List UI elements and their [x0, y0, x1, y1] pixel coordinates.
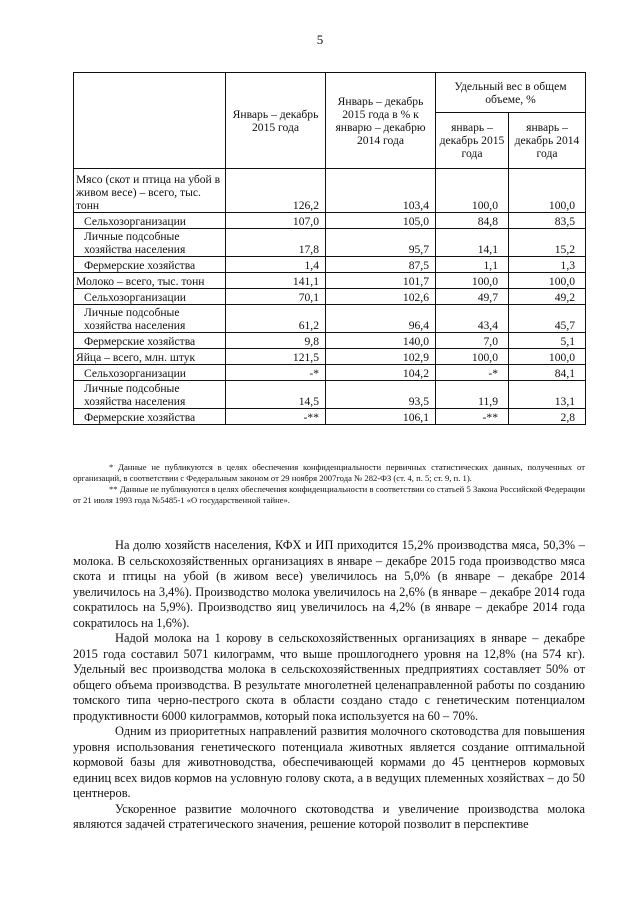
row-label: Личные подсобные хозяйства населения [74, 229, 226, 257]
cell-share-2014: 100,0 [509, 273, 586, 289]
row-label: Личные подсобные хозяйства населения [74, 305, 226, 333]
header-empty-cell [74, 73, 226, 169]
table-row [74, 365, 586, 381]
footnote-confidentiality: * Данные не публикуются в целях обеспечения конфиденциальности первичных статистических данных, полученных от организаций, в соответствии с Федеральным законом от 29 ноября 2007года № 282-ФЗ (ст. 4, п. 5; ст. 9, п. 1). [73, 462, 585, 483]
row-label: Фермерские хозяйства [74, 333, 226, 349]
cell-share-2014: 1,3 [509, 257, 586, 273]
cell-volume-2015: 141,1 [226, 273, 326, 289]
row-label: Сельхозорганизации [74, 213, 226, 229]
cell-percent-change: 106,1 [326, 409, 436, 425]
cell-volume-2015: 107,0 [226, 213, 326, 229]
table-row [74, 333, 586, 349]
cell-volume-2015: 17,8 [226, 229, 326, 257]
table-row [74, 349, 586, 365]
cell-share-2014: 83,5 [509, 213, 586, 229]
table-row [74, 381, 586, 409]
row-label: Фермерские хозяйства [74, 409, 226, 425]
cell-share-2015: 49,7 [436, 289, 509, 305]
footnotes [73, 462, 585, 506]
cell-share-2014: 13,1 [509, 381, 586, 409]
paragraph-milk-yield: Надой молока на 1 корову в сельскохозяйственных организациях в январе – декабре 2015 года составил 5071 килограмм, что выше прошлогоднего уровня на 12,8% (на 574 кг). Удельный вес производства молока в сельскохозяйственных предприятиях составляет 50% от общего объема производства. В результате многолетней целенаправленной работы по созданию томского типа черно-пестрого скота в области создано стадо с генетическим потенциалом продуктивности 6000 килограммов, который пока используется на 60 – 70%. [73, 631, 585, 723]
cell-percent-change: 104,2 [326, 365, 436, 381]
header-share-group: Удельный вес в общем объеме, % [436, 73, 586, 113]
cell-share-2014: 84,1 [509, 365, 586, 381]
header-percent-change: Январь – декабрь 2015 года в % к январю – декабрю 2014 года [326, 73, 436, 169]
cell-share-2015: 1,1 [436, 257, 509, 273]
row-label: Сельхозорганизации [74, 289, 226, 305]
cell-percent-change: 102,6 [326, 289, 436, 305]
paragraph-dairy-development: Ускоренное развитие молочного скотоводства и увеличение производства молока являются задачей стратегического значения, решение которой позволит в перспективе [73, 801, 585, 831]
paragraph-feed-base: Одним из приоритетных направлений развития молочного скотоводства для повышения уровня использования генетического потенциала животных является создание оптимальной кормовой базы для животноводства, обеспечивающей кормами до 45 центнеров кормовых единиц всех видов кормов на условную голову скота, а в ведущих племенных хозяйствах – до 50 центнеров. [73, 724, 585, 800]
cell-share-2015: 100,0 [436, 273, 509, 289]
header-period-2015: Январь – декабрь 2015 года [226, 73, 326, 169]
page-number: 5 [316, 32, 324, 47]
cell-volume-2015: 121,5 [226, 349, 326, 365]
cell-percent-change: 105,0 [326, 213, 436, 229]
cell-share-2015: -** [436, 409, 509, 425]
body-text [73, 538, 585, 833]
cell-volume-2015: -** [226, 409, 326, 425]
cell-volume-2015: -* [226, 365, 326, 381]
cell-volume-2015: 1,4 [226, 257, 326, 273]
cell-share-2015: 11,9 [436, 381, 509, 409]
cell-share-2015: 7,0 [436, 333, 509, 349]
paragraph-household-share: На долю хозяйств населения, КФХ и ИП приходится 15,2% производства мяса, 50,3% – молока. В сельскохозяйственных организациях в январе – декабре 2015 года производство мяса скота и птицы на убой (в живом весе) увеличилось на 5,0% (в январе – декабре 2014 увеличилось на 3,4%). Производство молока увеличилось на 2,6% (в январе – декабре 2014 года сократилось на 5,9%). Производство яиц увеличилось на 4,2% (в январе – декабре 2014 года сократилось на 1,6%). [73, 538, 585, 630]
row-label: Личные подсобные хозяйства населения [74, 381, 226, 409]
table-row [74, 257, 586, 273]
table-row [74, 409, 586, 425]
header-share-2014: январь – декабрь 2014 года [509, 113, 586, 169]
cell-share-2015: -* [436, 365, 509, 381]
cell-volume-2015: 70,1 [226, 289, 326, 305]
cell-volume-2015: 126,2 [226, 169, 326, 213]
table-row [74, 169, 586, 213]
row-label: Молоко – всего, тыс. тонн [74, 273, 226, 289]
cell-percent-change: 101,7 [326, 273, 436, 289]
cell-share-2014: 45,7 [509, 305, 586, 333]
cell-percent-change: 102,9 [326, 349, 436, 365]
cell-volume-2015: 61,2 [226, 305, 326, 333]
row-label: Мясо (скот и птица на убой в живом весе) – всего, тыс. тонн [74, 169, 226, 213]
table-row [74, 273, 586, 289]
cell-share-2014: 15,2 [509, 229, 586, 257]
cell-percent-change: 95,7 [326, 229, 436, 257]
table-row [74, 289, 586, 305]
table-row [74, 229, 586, 257]
cell-percent-change: 87,5 [326, 257, 436, 273]
cell-volume-2015: 9,8 [226, 333, 326, 349]
row-label: Сельхозорганизации [74, 365, 226, 381]
cell-share-2015: 100,0 [436, 349, 509, 365]
cell-percent-change: 140,0 [326, 333, 436, 349]
cell-share-2014: 100,0 [509, 349, 586, 365]
footnote-state-secret: ** Данные не публикуются в целях обеспечения конфиденциальности в соответствии со статьей 5 Закона Российской Федерации от 21 июля 1993 года №5485-1 «О государственной тайне». [73, 484, 585, 505]
cell-share-2014: 49,2 [509, 289, 586, 305]
table-header-row [74, 73, 586, 113]
cell-percent-change: 96,4 [326, 305, 436, 333]
cell-volume-2015: 14,5 [226, 381, 326, 409]
cell-share-2014: 2,8 [509, 409, 586, 425]
cell-percent-change: 103,4 [326, 169, 436, 213]
production-table [73, 72, 586, 425]
table-row [74, 213, 586, 229]
cell-share-2015: 43,4 [436, 305, 509, 333]
cell-share-2015: 84,8 [436, 213, 509, 229]
header-share-2015: январь – декабрь 2015 года [436, 113, 509, 169]
row-label: Фермерские хозяйства [74, 257, 226, 273]
cell-share-2015: 14,1 [436, 229, 509, 257]
cell-percent-change: 93,5 [326, 381, 436, 409]
table-row [74, 305, 586, 333]
cell-share-2015: 100,0 [436, 169, 509, 213]
cell-share-2014: 100,0 [509, 169, 586, 213]
cell-share-2014: 5,1 [509, 333, 586, 349]
row-label: Яйца – всего, млн. штук [74, 349, 226, 365]
